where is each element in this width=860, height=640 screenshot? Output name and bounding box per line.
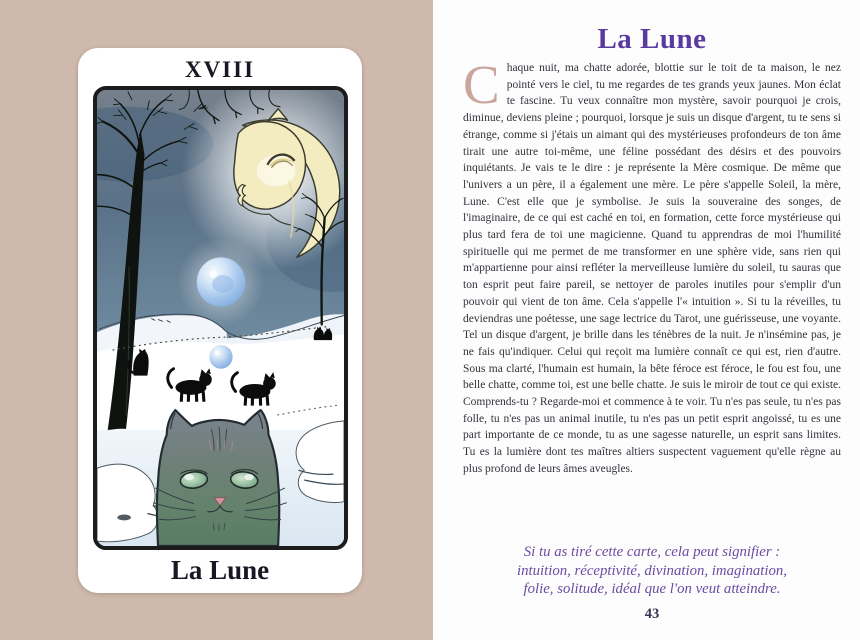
- card-number: XVIII: [184, 57, 256, 82]
- page-number: 43: [644, 606, 660, 622]
- card-illustration: [93, 86, 348, 550]
- meaning-line: folie, solitude, idéal que l'on veut atteindre.: [523, 581, 781, 598]
- card-meaning: [463, 543, 841, 599]
- meaning-line: intuition, réceptivité, divination, imagination,: [516, 562, 787, 579]
- chapter-body: [463, 54, 841, 478]
- drop-cap: C: [463, 54, 500, 115]
- big-cat-face: [153, 410, 287, 546]
- card-title: La Lune: [170, 555, 270, 585]
- orb-gleam: [214, 351, 219, 356]
- right-page: [433, 0, 860, 640]
- orb-swirl: [212, 275, 233, 293]
- meaning-line: Si tu as tiré cette carte, cela peut signifier :: [523, 544, 781, 560]
- chapter-title: La Lune: [597, 23, 707, 55]
- moon-card-scene: [97, 90, 344, 546]
- chapter-body-text: haque nuit, ma chatte adorée, blottie sur le toit de ta maison, le nez pointé vers le ciel, tu me regardes de tes grands yeux jaunes. Mon éclat te fascine. Tu veux connaître mon mystère, savoir pourquoi je crois, diminue, deviens pleine ; pourquoi, lorsque je suis un disque d'argent, tu te sens si étrange, comme si j'étais un aimant qui des mystérieuses profondeurs de ton âme tirait une autre toi-même, une féline possédant des désirs et des pouvoirs inquiétants. Je vais te le dire : je représente la Mère cosmique. De même que l'univers a un père, il a également une mère. Le père s'appelle Soleil, la mère, Lune. C'est elle que je symbolise. Je suis la souveraine des songes, de l'imaginaire, de ce qui est caché en toi, en formation, cette force mystérieuse qui plus tard fera de toi une magicienne. Quand tu apprendras de moi l'humilité spirituelle qui me permet de me transformer en une sphère vide, sans rien qui m'appartienne pour ainsi refléter la merveilleuse lumière du soleil, tu sauras que ton esprit peut faire pareil, se nettoyer de paroles inutiles pour s'emplir d'un pouvoir qui vient de ton âme. Cela s'appelle l'« intuition ». Si tu la réveilles, tu deviendras une poétesse, une sage lectrice du Tarot, une guérisseuse, une voyante. Tel un disque d'argent, je brille dans les ténèbres de la nuit. Je n'insémine pas, je ne fais qu'indiquer. Celui qui reçoit ma lumière connaît ce qui est, rien d'autre. Sous ma clarté, l'humain est humain, la bête féroce est féroce, le fou est fou, une belle chatte, comme toi, est une belle chatte. Je suis le miroir de tout ce qui existe. Comprends-tu ? Regarde-moi et commence à te voir. Tu n'es pas seule, tu n'es pas folle, tu n'es pas un animal inutile, tu n'es pas un petit esprit angoissé, tu es une part importante de ce monde, tu as une sagesse naturelle, un esprit sans limites. Tu es la lumière dont tes maîtres altiers suspectent vaguement qu'elle règne au plus profond de leurs âmes aveugles.: [463, 62, 841, 475]
- orb-small: [209, 345, 232, 369]
- orb-gleam: [209, 270, 217, 278]
- tarot-card: [78, 48, 362, 593]
